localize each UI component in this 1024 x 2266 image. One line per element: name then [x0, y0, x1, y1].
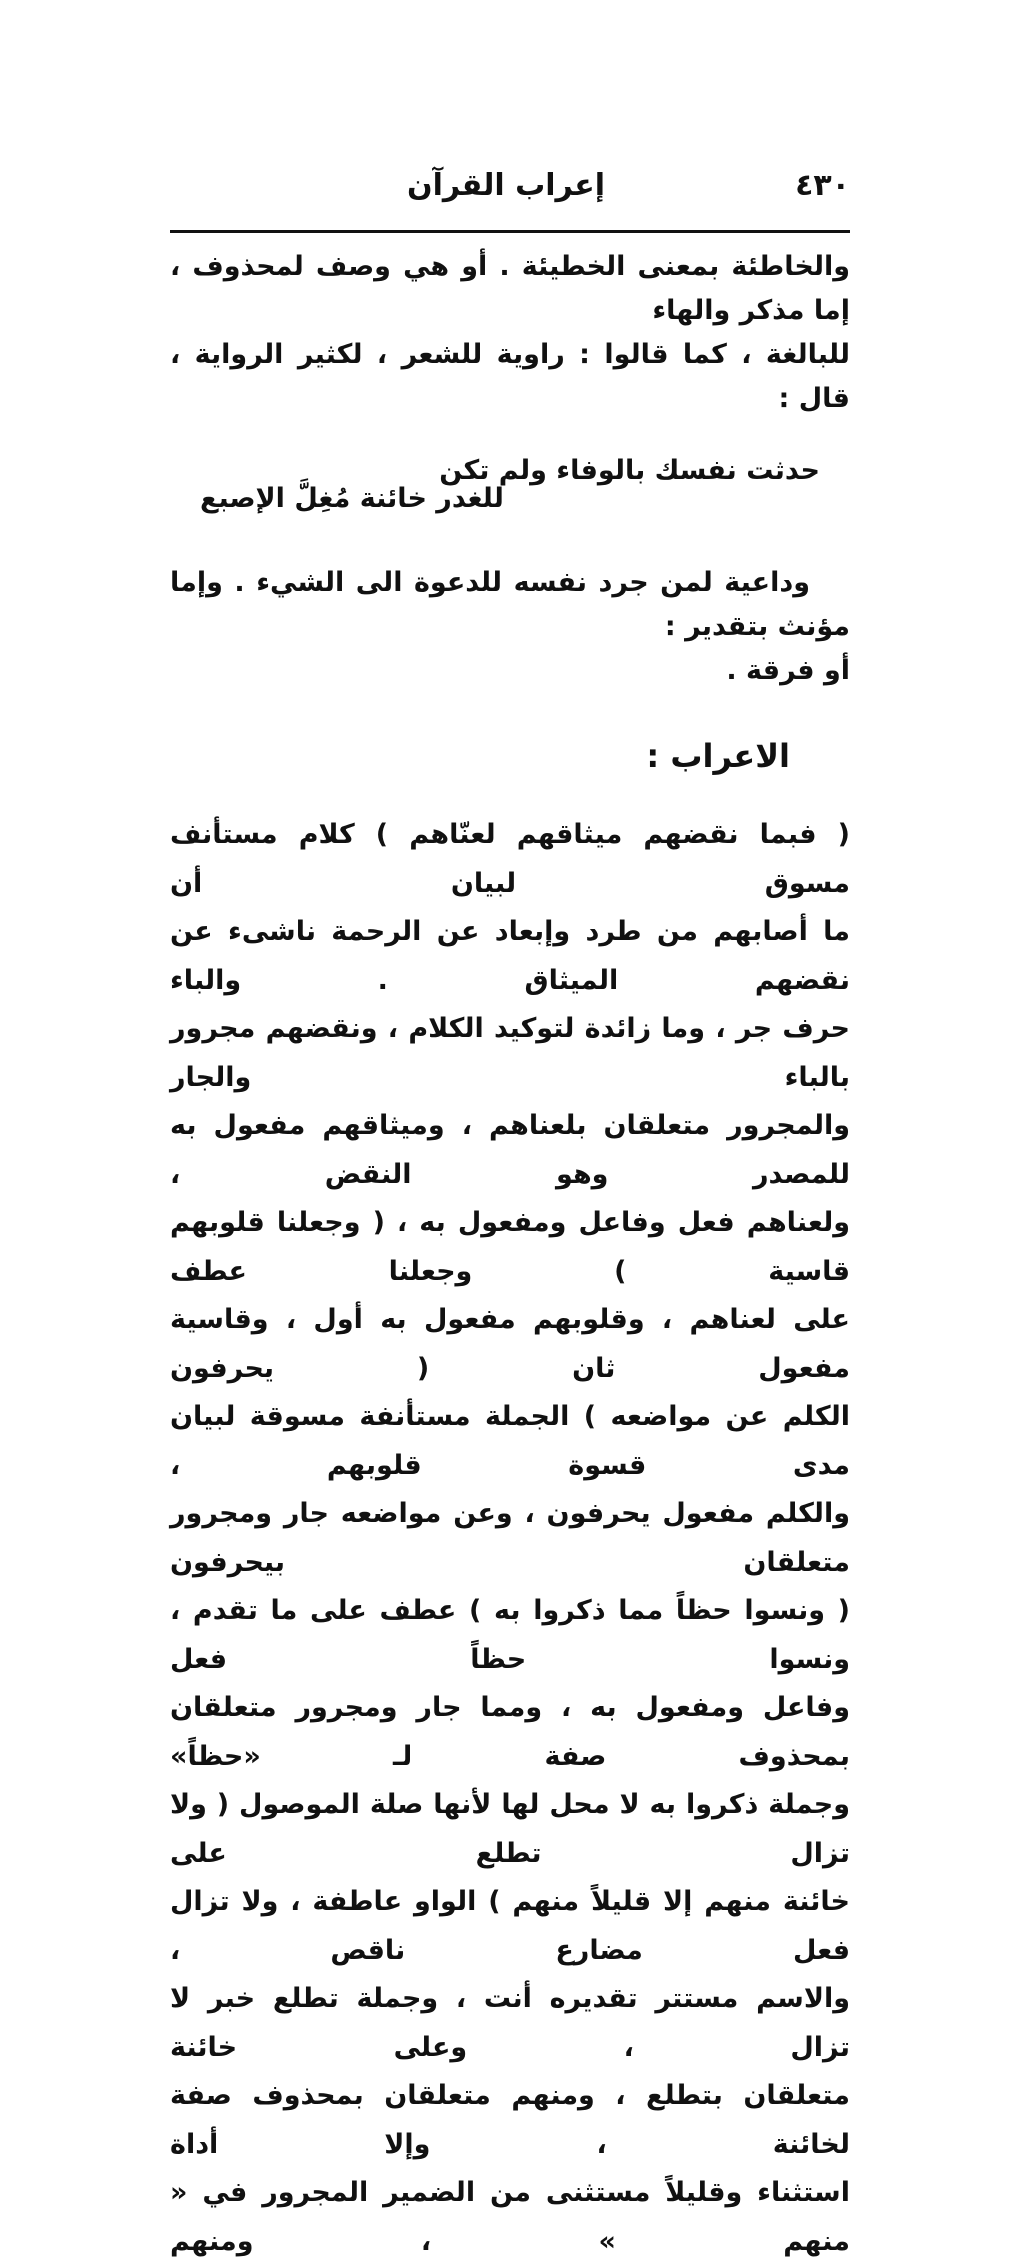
- text-line: ( ونسوا حظاً مما ذكروا به ) عطف على ما تقدم ، ونسوا حظاً فعل: [170, 1595, 850, 1675]
- text-line: خائنة منهم إلا قليلاً منهم ) الواو عاطفة ، ولا تزال فعل مضارع ناقص ،: [170, 1886, 850, 1966]
- page-header: [170, 168, 850, 212]
- text-line: وداعية لمن جرد نفسه للدعوة الى الشيء . وإما مؤنث بتقدير :: [170, 567, 850, 642]
- text-line: ما أصابهم من طرد وإبعاد عن الرحمة ناشىء عن نقضهم الميثاق . والباء: [170, 916, 850, 996]
- text-line: والخاطئة بمعنى الخطيئة . أو هي وصف لمحذوف ، إما مذكر والهاء: [170, 251, 850, 326]
- text-line: والاسم مستتر تقديره أنت ، وجملة تطلع خبر لا تزال ، وعلى خائنة: [170, 1983, 850, 2063]
- text-line: وفاعل ومفعول به ، ومما جار ومجرور متعلقان بمحذوف صفة لـ «حظاً»: [170, 1692, 850, 1772]
- poetry-verse: [170, 455, 850, 531]
- text-line: ( فبما نقضهم ميثاقهم لعنّاهم ) كلام مستأنف مسوق لبيان أن: [170, 819, 850, 899]
- text-line: على لعناهم ، وقلوبهم مفعول به أول ، وقاسية مفعول ثان ( يحرفون: [170, 1304, 850, 1384]
- text-line: ولعناهم فعل وفاعل ومفعول به ، ( وجعلنا قلوبهم قاسية ) وجعلنا عطف: [170, 1207, 850, 1287]
- section-heading: الاعراب :: [646, 737, 790, 775]
- text-line: والكلم مفعول يحرفون ، وعن مواضعه جار ومجرور متعلقان بيحرفون: [170, 1498, 850, 1578]
- text-line: الكلم عن مواضعه ) الجملة مستأنفة مسوقة لبيان مدى قسوة قلوبهم ،: [170, 1401, 850, 1481]
- text-line: حرف جر ، وما زائدة لتوكيد الكلام ، ونقضهم مجرور بالباء والجار: [170, 1013, 850, 1093]
- intro-paragraph: [170, 245, 850, 421]
- text-line: والمجرور متعلقان بلعناهم ، وميثاقهم مفعول به للمصدر وهو النقض ،: [170, 1110, 850, 1190]
- text-line: استثناء وقليلاً مستثنى من الضمير المجرور في « منهم » ، ومنهم: [170, 2177, 850, 2257]
- text-line: أو فرقة .: [726, 655, 850, 686]
- first-hemistich: حدثت نفسك بالوفاء ولم تكن: [439, 455, 820, 486]
- analysis-paragraph: [170, 811, 850, 2266]
- second-hemistich: للغدر خائنة مُغِلَّ الإصبع: [200, 483, 504, 514]
- after-verse-paragraph: [170, 561, 850, 693]
- page-number: ٤٣٠: [795, 168, 850, 203]
- header-rule: [170, 230, 850, 233]
- text-line: للبالغة ، كما قالوا : راوية للشعر ، لكثير الرواية ، قال :: [170, 339, 850, 414]
- running-title: إعراب القرآن: [406, 168, 605, 203]
- text-line: وجملة ذكروا به لا محل لها لأنها صلة الموصول ( ولا تزال تطلع على: [170, 1789, 850, 1869]
- page-body: [170, 245, 850, 2266]
- text-line: متعلقان بتطلع ، ومنهم متعلقان بمحذوف صفة لخائنة ، وإلا أداة: [170, 2080, 850, 2160]
